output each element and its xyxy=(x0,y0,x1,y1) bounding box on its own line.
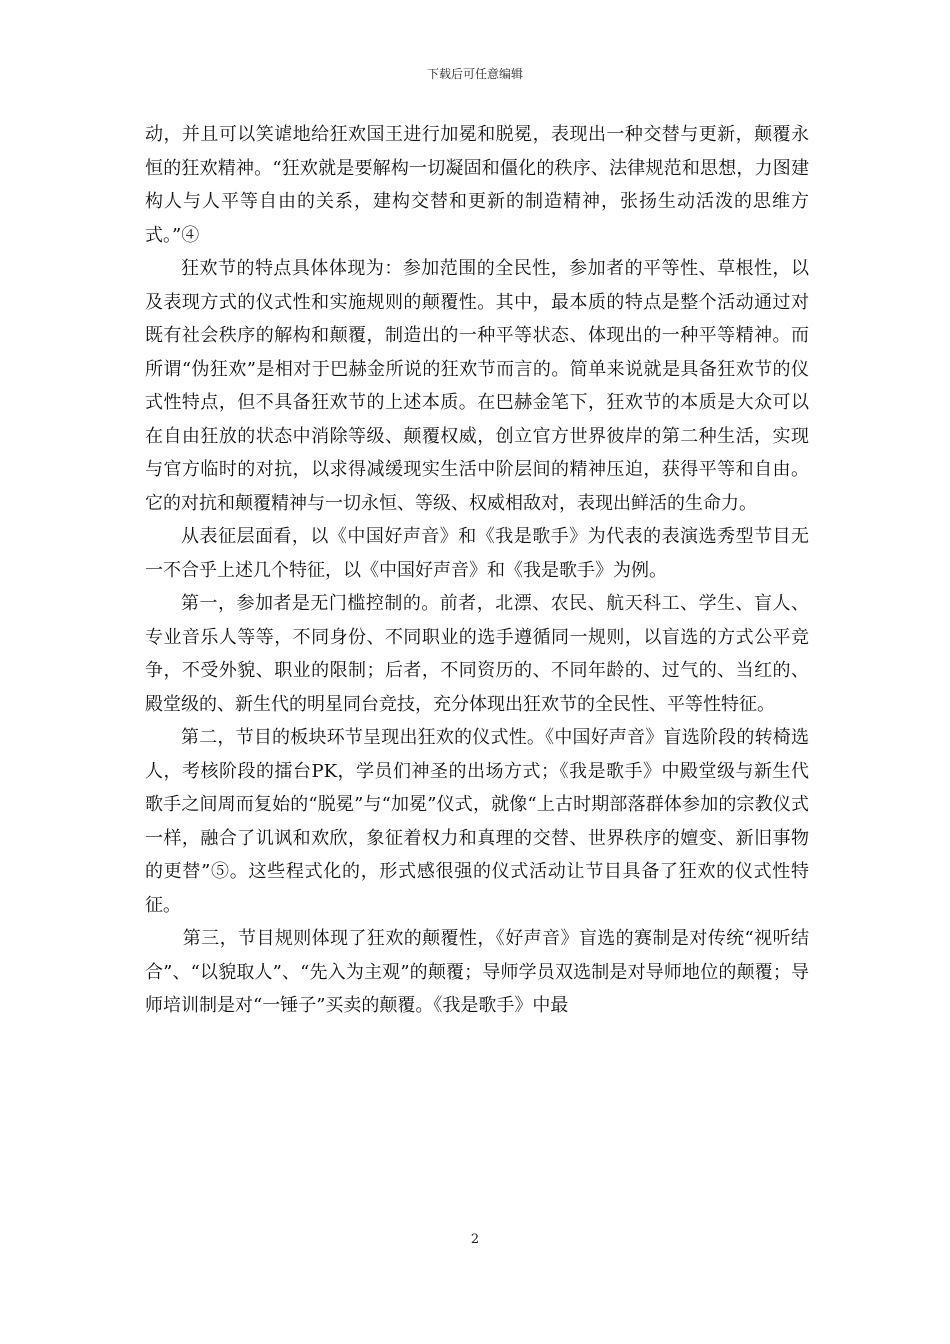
paragraph-2: 狂欢节的特点具体体现为：参加范围的全民性，参加者的平等性、草根性，以及表现方式的仪式性和实施规则的颠覆性。其中，最本质的特点是整个活动通过对既有社会秩序的解构和颠覆，制造出的一种平等状态、体现出的一种平等精神。而所谓“伪狂欢”是相对于巴赫金所说的狂欢节而言的。简单来说就是具备狂欢节的仪式性特点，但不具备狂欢节的上述本质。在巴赫金笔下，狂欢节的本质是大众可以在自由狂放的状态中消除等级、颠覆权威，创立官方世界彼岸的第二种生活，实现与官方临时的对抗，以求得减缓现实生活中阶层间的精神压迫，获得平等和自由。它的对抗和颠覆精神与一切永恒、等级、权威相敌对，表现出鲜活的生命力。 xyxy=(145,258,809,514)
paragraph-6: 第三，节目规则体现了狂欢的颠覆性，《好声音》盲选的赛制是对传统“视听结合”、“以貌取人”、“先入为主观”的颠覆；导师学员双选制是对导师地位的颠覆；导师培训制是对“一锤子”买卖的颠覆。《我是歌手》中最 xyxy=(145,928,809,1016)
page-header-note: 下载后可任意编辑 xyxy=(426,67,523,81)
paragraph-1: 动，并且可以笑谑地给狂欢国王进行加冕和脱冕，表现出一种交替与更新，颠覆永恒的狂欢精神。“狂欢就是要解构一切凝固和僵化的秩序、法律规范和思想，力图建构人与人平等自由的关系，建构交替和更新的制造精神，张扬生动活泼的思维方式。”④ xyxy=(145,124,809,246)
page-number: 2 xyxy=(470,1232,480,1247)
paragraph-5: 第二，节目的板块环节呈现出狂欢的仪式性。《中国好声音》盲选阶段的转椅选人，考核阶段的擂台PK，学员们神圣的出场方式；《我是歌手》中殿堂级与新生代歌手之间周而复始的“脱冕”与“加冕”仪式，就像“上古时期部落群体参加的宗教仪式一样，融合了讥讽和欢欣，象征着权力和真理的交替、世界秩序的嬗变、新旧事物的更替”⑤。这些程式化的，形式感很强的仪式活动让节目具备了狂欢的仪式性特征。 xyxy=(145,727,809,916)
paragraph-4: 第一，参加者是无门槛控制的。前者，北漂、农民、航天科工、学生、盲人、专业音乐人等等，不同身份、不同职业的选手遵循同一规则，以盲选的方式公平竞争，不受外貌、职业的限制；后者，不同资历的、不同年龄的、过气的、当红的、殿堂级的、新生代的明星同台竞技，充分体现出狂欢节的全民性、平等性特征。 xyxy=(145,593,809,715)
document-body xyxy=(145,118,809,1023)
paragraph-3: 从表征层面看，以《中国好声音》和《我是歌手》为代表的表演选秀型节目无一不合乎上述几个特征，以《中国好声音》和《我是歌手》为例。 xyxy=(145,526,809,581)
